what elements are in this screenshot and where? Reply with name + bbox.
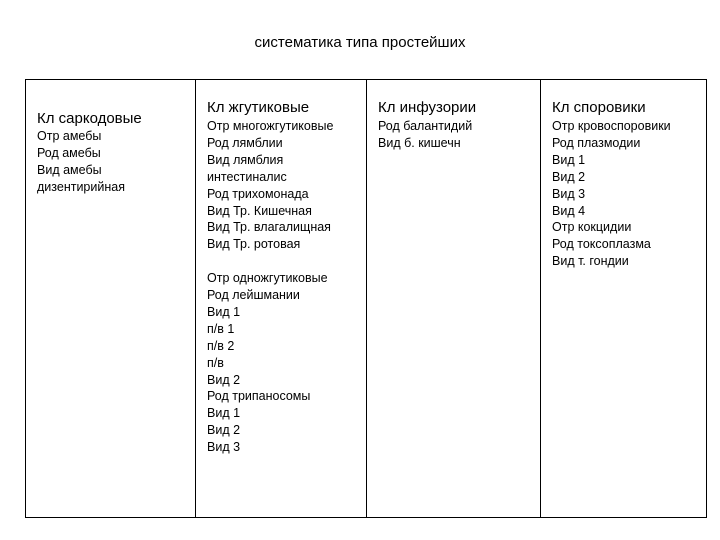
taxon-line: Род лямблии bbox=[207, 135, 283, 150]
column-flagellates bbox=[196, 80, 367, 517]
taxon-line: Род токсоплазма bbox=[552, 237, 651, 252]
taxon-line: Род балантидий bbox=[378, 119, 473, 133]
taxon-line: Вид б. кишечн bbox=[378, 135, 461, 150]
taxon-line: Вид 3 bbox=[552, 186, 586, 201]
taxon-line: Отр одножгутиковые bbox=[207, 271, 328, 286]
column-heading: Кл жгутиковые bbox=[207, 99, 310, 116]
group-spacer bbox=[207, 253, 333, 270]
taxon-line: Род лейшмании bbox=[207, 288, 300, 303]
taxon-line: Вид лямблия bbox=[207, 152, 284, 167]
page-title: систематика типа простейших bbox=[254, 34, 466, 51]
taxon-line: Вид 1 bbox=[207, 304, 241, 319]
taxon-line: Вид 1 bbox=[207, 406, 241, 421]
taxon-line: п/в bbox=[207, 355, 224, 370]
taxon-line: Вид 3 bbox=[207, 440, 241, 455]
taxon-line: Отр амебы bbox=[37, 129, 102, 143]
taxon-line: Вид Тр. ротовая bbox=[207, 237, 301, 252]
taxon-line: Род трипаносомы bbox=[207, 389, 311, 404]
taxon-line: дизентирийная bbox=[37, 179, 125, 194]
column-body bbox=[552, 118, 671, 270]
taxon-line: Вид Тр. Кишечная bbox=[207, 203, 312, 218]
column-heading: Кл инфузории bbox=[378, 99, 477, 116]
column-body bbox=[378, 118, 472, 152]
taxon-line: Отр многожгутиковые bbox=[207, 119, 334, 133]
column-heading: Кл споровики bbox=[552, 99, 646, 116]
taxon-line: Род трихомонада bbox=[207, 186, 309, 201]
taxon-line: п/в 1 bbox=[207, 321, 235, 336]
column-body bbox=[37, 128, 125, 196]
column-sarcodina bbox=[26, 80, 196, 517]
taxon-line: Вид 4 bbox=[552, 203, 586, 218]
column-sporozoa bbox=[541, 80, 706, 517]
taxon-line: Род плазмодии bbox=[552, 135, 641, 150]
taxon-line: Вид т. гондии bbox=[552, 254, 629, 269]
column-heading: Кл саркодовые bbox=[37, 110, 142, 127]
taxon-line: Вид Тр. влагалищная bbox=[207, 220, 331, 235]
taxon-line: Вид 2 bbox=[207, 372, 241, 387]
taxon-line: интестиналис bbox=[207, 169, 287, 184]
taxon-line: п/в 2 bbox=[207, 338, 235, 353]
taxon-line: Отр кокцидии bbox=[552, 220, 632, 235]
taxon-line: Вид 1 bbox=[552, 152, 586, 167]
column-ciliates bbox=[367, 80, 541, 517]
classification-table bbox=[25, 79, 707, 518]
taxon-line: Отр кровоспоровики bbox=[552, 119, 671, 133]
taxon-line: Вид амебы bbox=[37, 162, 102, 177]
taxon-line: Род амебы bbox=[37, 145, 101, 160]
column-body bbox=[207, 118, 333, 456]
taxon-line: Вид 2 bbox=[552, 169, 586, 184]
taxon-line: Вид 2 bbox=[207, 423, 241, 438]
